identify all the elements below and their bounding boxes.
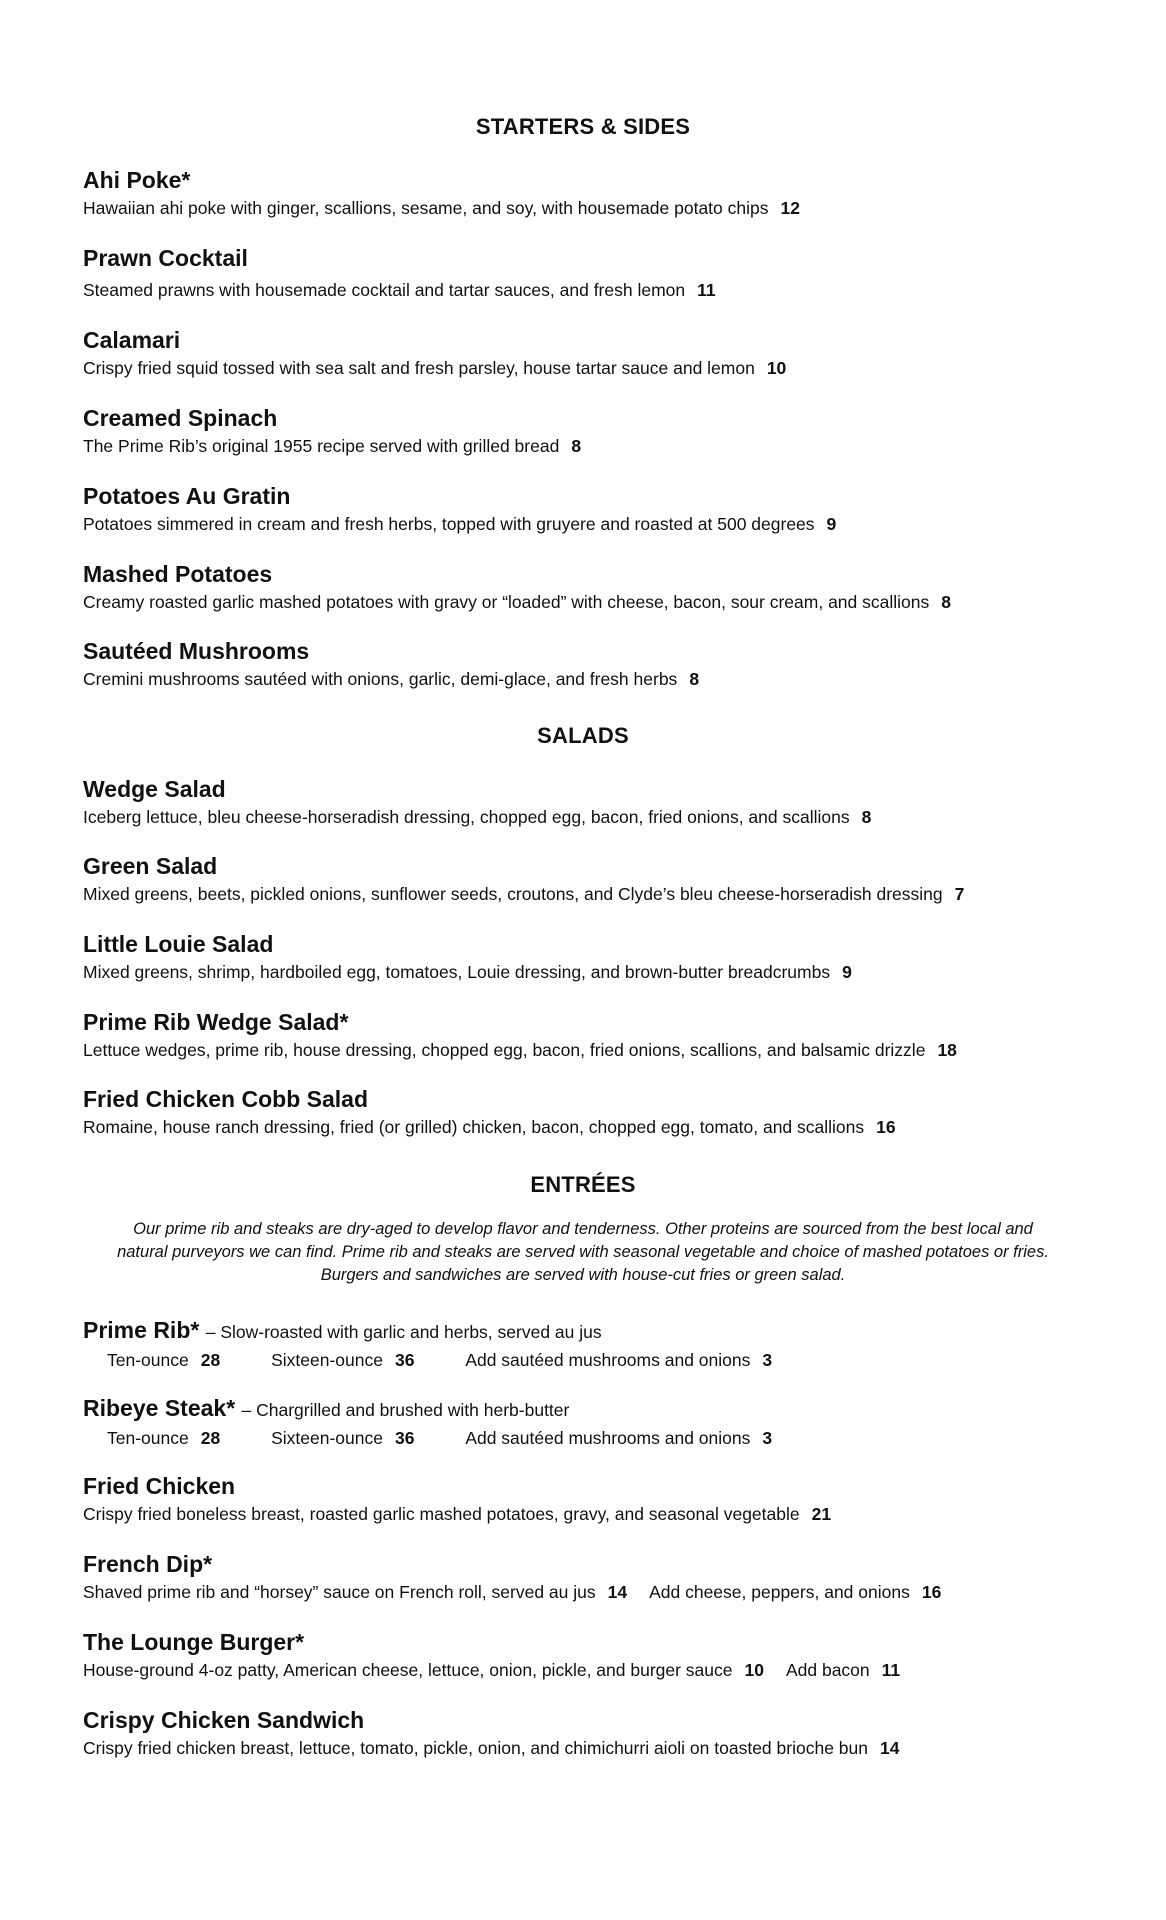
menu-item [83, 1550, 1113, 1603]
menu-item-prime-rib [83, 1316, 1113, 1371]
item-name-line [83, 1316, 1113, 1346]
menu-item [83, 244, 1113, 301]
item-desc: Creamy roasted garlic mashed potatoes with gravy or “loaded” with cheese, bacon, sour cream, and scallions 8 [83, 592, 951, 612]
item-desc: Romaine, house ranch dressing, fried (or grilled) chicken, bacon, chopped egg, tomato, and scallions 16 [83, 1117, 896, 1137]
item-price: 8 [861, 807, 872, 827]
item-price: 14 [607, 1582, 628, 1602]
add-on-label: Add bacon [785, 1660, 870, 1680]
item-name: Ahi Poke* [83, 167, 191, 193]
item-desc: Crispy fried boneless breast, roasted garlic mashed potatoes, gravy, and seasonal vegetable 21 [83, 1504, 832, 1524]
item-desc: Hawaiian ahi poke with ginger, scallions, sesame, and soy, with housemade potato chips 12 [83, 198, 800, 218]
size-option: Sixteen-ounce 36 [271, 1350, 415, 1370]
item-desc: Crispy fried squid tossed with sea salt and fresh parsley, house tartar sauce and lemon 10 [83, 358, 787, 378]
item-name: Potatoes Au Gratin [83, 483, 291, 509]
item-desc: House-ground 4-oz patty, American cheese, lettuce, onion, pickle, and burger sauce 10 Add bacon 11 [83, 1660, 901, 1680]
item-name: Mashed Potatoes [83, 561, 273, 587]
item-desc: Lettuce wedges, prime rib, house dressing, chopped egg, bacon, fried onions, scallions, and balsamic drizzle 18 [83, 1040, 957, 1060]
menu-item [83, 775, 1113, 828]
item-price: 9 [826, 514, 837, 534]
item-name: Calamari [83, 327, 181, 353]
item-price: 14 [880, 1738, 900, 1758]
add-on-option: Add sautéed mushrooms and onions 3 [465, 1350, 773, 1370]
item-price: 10 [766, 358, 787, 378]
item-name: Prime Rib* [83, 1317, 200, 1343]
item-price: 10 [744, 1660, 764, 1680]
add-on-label: Add cheese, peppers, and onions [649, 1582, 910, 1602]
item-name: Fried Chicken [83, 1473, 236, 1499]
item-price: 21 [811, 1504, 832, 1524]
menu-item [83, 166, 1113, 219]
size-option: Sixteen-ounce 36 [271, 1428, 415, 1448]
menu-item [83, 1085, 1113, 1138]
item-price: 7 [954, 884, 965, 904]
item-price: 8 [941, 592, 951, 612]
item-desc: Potatoes simmered in cream and fresh herbs, topped with gruyere and roasted at 500 degrees 9 [83, 514, 837, 534]
item-note: – Chargrilled and brushed with herb-butter [241, 1400, 570, 1420]
item-name: Wedge Salad [83, 776, 226, 802]
size-option: Ten-ounce 28 [107, 1428, 221, 1448]
item-desc: The Prime Rib’s original 1955 recipe served with grilled bread 8 [83, 436, 582, 456]
item-desc: Iceberg lettuce, bleu cheese-horseradish dressing, chopped egg, bacon, fried onions, and scallions 8 [83, 807, 872, 827]
add-on-option: Add sautéed mushrooms and onions 3 [465, 1428, 773, 1448]
add-on-price: 16 [921, 1582, 942, 1602]
size-options [83, 1427, 1113, 1449]
section-title-starters: STARTERS & SIDES [475, 114, 691, 139]
menu-item [83, 560, 1113, 613]
entrees-intro: Our prime rib and steaks are dry-aged to develop flavor and tenderness. Other proteins are sourced from the best local and natural purveyors we can find. Prime rib and steaks are served with seasonal vegetable and choice of mashed potatoes or fries. Burgers and sandwiches are served with house-cut fries or green salad. [117, 1220, 1049, 1284]
menu-item [83, 404, 1113, 457]
item-name: The Lounge Burger* [83, 1629, 305, 1655]
menu-item [83, 1628, 1113, 1681]
menu-item [83, 1706, 1113, 1759]
menu-item [83, 852, 1113, 905]
item-price: 8 [571, 436, 582, 456]
item-name: Fried Chicken Cobb Salad [83, 1086, 368, 1112]
item-name: Ribeye Steak* [83, 1395, 236, 1421]
item-price: 8 [689, 669, 700, 689]
menu-item [83, 1472, 1113, 1525]
item-desc: Mixed greens, shrimp, hardboiled egg, tomatoes, Louie dressing, and brown-butter breadcrumbs 9 [83, 962, 852, 982]
item-desc: Crispy fried chicken breast, lettuce, tomato, pickle, onion, and chimichurri aioli on toasted brioche bun 14 [83, 1738, 900, 1758]
item-desc: Cremini mushrooms sautéed with onions, garlic, demi-glace, and fresh herbs 8 [83, 669, 700, 689]
item-desc: Steamed prawns with housemade cocktail and tartar sauces, and fresh lemon 11 [83, 280, 716, 300]
item-name: French Dip* [83, 1551, 213, 1577]
item-name: Crispy Chicken Sandwich [83, 1707, 365, 1733]
item-name: Prawn Cocktail [83, 245, 248, 271]
size-option: Ten-ounce 28 [107, 1350, 221, 1370]
item-desc: Shaved prime rib and “horsey” sauce on French roll, served au jus 14 Add cheese, peppers, and onions 16 [83, 1582, 942, 1602]
item-name: Prime Rib Wedge Salad* [83, 1009, 349, 1035]
item-price: 16 [876, 1117, 896, 1137]
item-price: 9 [842, 962, 852, 982]
item-name: Little Louie Salad [83, 931, 274, 957]
item-note: – Slow-roasted with garlic and herbs, served au jus [205, 1322, 602, 1342]
section-title-entrees: ENTRÉES [530, 1172, 636, 1197]
item-name-line [83, 1394, 1113, 1424]
menu-item [83, 1008, 1113, 1061]
item-price: 18 [937, 1040, 957, 1060]
menu-item-ribeye [83, 1394, 1113, 1449]
item-name: Green Salad [83, 853, 218, 879]
item-price: 12 [780, 198, 800, 218]
item-desc: Mixed greens, beets, pickled onions, sunflower seeds, croutons, and Clyde’s bleu cheese-horseradish dressing 7 [83, 884, 965, 904]
item-price: 11 [697, 280, 716, 300]
item-name: Creamed Spinach [83, 405, 278, 431]
add-on-price: 11 [881, 1660, 901, 1680]
size-options [83, 1349, 1113, 1371]
section-title-salads: SALADS [537, 723, 629, 748]
menu-item [83, 637, 1113, 690]
menu-item [83, 930, 1113, 983]
item-name: Sautéed Mushrooms [83, 638, 310, 664]
menu-item [83, 326, 1113, 379]
menu-item [83, 482, 1113, 535]
